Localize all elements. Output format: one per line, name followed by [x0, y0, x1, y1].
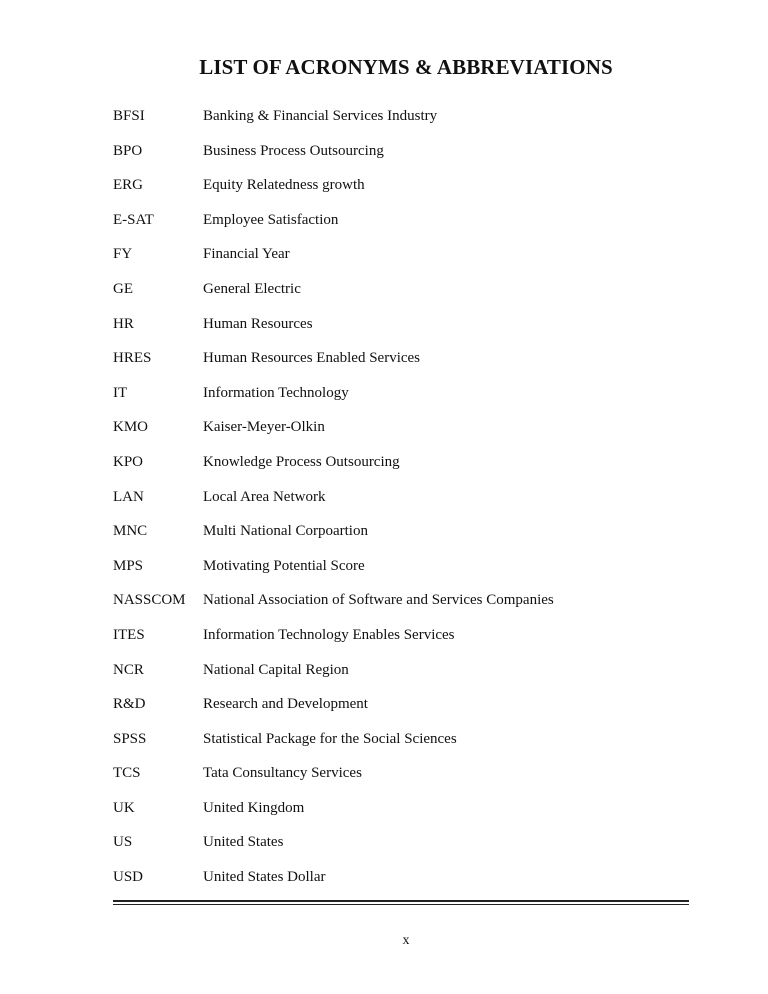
acronym-term: US: [113, 834, 133, 851]
acronym-term: ITES: [113, 626, 145, 643]
acronym-row: [113, 417, 554, 452]
acronym-row: [113, 487, 554, 522]
acronym-row: [113, 314, 554, 349]
acronym-definition: National Capital Region: [203, 661, 349, 678]
acronym-definition: Local Area Network: [203, 488, 326, 505]
acronym-term: TCS: [113, 765, 141, 782]
acronym-definition: Knowledge Process Outsourcing: [203, 453, 400, 470]
acronym-row: [113, 175, 554, 210]
acronym-row: [113, 832, 554, 867]
acronym-term: LAN: [113, 488, 144, 505]
acronym-term: MPS: [113, 557, 144, 574]
acronym-term: UK: [113, 799, 135, 816]
acronym-term: USD: [113, 869, 144, 886]
acronym-row: [113, 106, 554, 141]
acronym-term: GE: [113, 280, 133, 297]
acronym-definition: Statistical Package for the Social Sciences: [203, 730, 457, 747]
acronym-row: [113, 141, 554, 176]
acronym-definition: Kaiser-Meyer-Olkin: [203, 419, 325, 436]
acronym-definition: Tata Consultancy Services: [203, 765, 362, 782]
acronym-row: [113, 244, 554, 279]
acronym-list: [113, 106, 554, 902]
acronym-term: HRES: [113, 350, 152, 367]
acronym-row: [113, 798, 554, 833]
acronym-term: HR: [113, 315, 134, 332]
acronym-definition: Business Process Outsourcing: [203, 142, 384, 159]
acronym-definition: Research and Development: [203, 696, 368, 713]
acronym-term: BFSI: [113, 108, 145, 124]
acronym-row: [113, 694, 554, 729]
acronym-definition: National Association of Software and Services Companies: [203, 592, 554, 609]
acronym-definition: Human Resources: [203, 315, 313, 332]
acronym-row: [113, 521, 554, 556]
acronym-term: FY: [113, 246, 133, 263]
acronym-term: KMO: [113, 419, 149, 436]
acronym-row: [113, 556, 554, 591]
acronym-definition: United Kingdom: [203, 799, 305, 816]
acronym-row: [113, 590, 554, 625]
acronym-term: NCR: [113, 661, 144, 678]
acronym-row: [113, 867, 554, 902]
acronym-definition: Multi National Corpoartion: [203, 523, 368, 540]
acronym-row: [113, 660, 554, 695]
acronym-row: [113, 348, 554, 383]
acronym-term: KPO: [113, 453, 144, 470]
acronym-definition: Information Technology: [203, 384, 349, 401]
acronym-definition: United States: [203, 834, 284, 851]
acronym-row: [113, 763, 554, 798]
acronym-definition: Motivating Potential Score: [203, 557, 365, 574]
acronym-term: R&D: [113, 696, 146, 713]
acronym-row: [113, 452, 554, 487]
acronym-definition: Banking & Financial Services Industry: [203, 108, 438, 124]
acronym-definition: Equity Relatedness growth: [203, 177, 365, 194]
acronym-term: ERG: [113, 177, 143, 194]
acronym-definition: United States Dollar: [203, 869, 326, 886]
acronym-term: NASSCOM: [113, 592, 186, 609]
acronym-row: [113, 279, 554, 314]
acronym-term: E-SAT: [113, 211, 154, 228]
acronym-term: SPSS: [113, 730, 147, 747]
acronym-definition: Financial Year: [203, 246, 290, 263]
acronym-row: [113, 210, 554, 245]
page-number: x: [402, 933, 410, 948]
acronym-definition: General Electric: [203, 280, 301, 297]
acronym-term: IT: [113, 384, 128, 401]
acronym-row: [113, 729, 554, 764]
acronym-definition: Information Technology Enables Services: [203, 626, 455, 643]
acronym-definition: Human Resources Enabled Services: [203, 350, 421, 367]
acronym-row: [113, 383, 554, 418]
acronym-row: [113, 625, 554, 660]
page-title: LIST OF ACRONYMS & ABBREVIATIONS: [199, 55, 613, 79]
double-rule-divider: [113, 900, 689, 905]
acronym-term: BPO: [113, 142, 143, 159]
acronym-term: MNC: [113, 523, 148, 540]
acronym-definition: Employee Satisfaction: [203, 211, 339, 228]
